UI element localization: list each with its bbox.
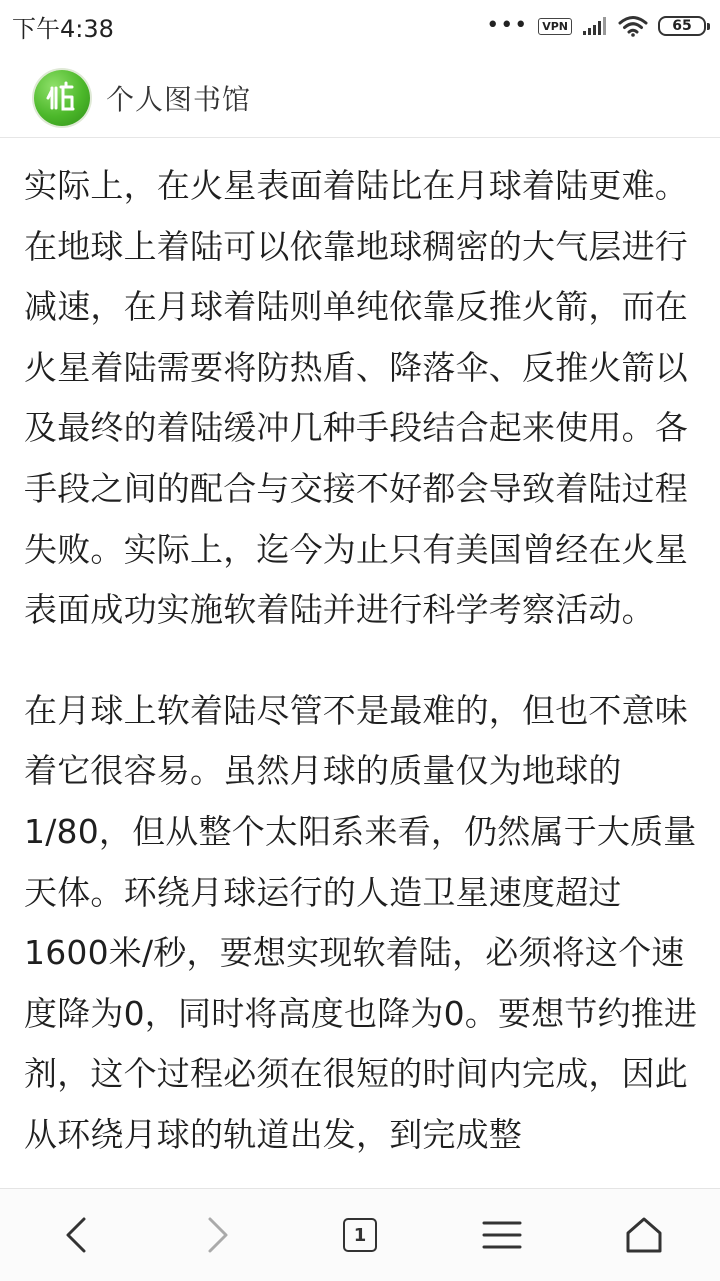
tab-count: 1	[353, 1224, 367, 1246]
home-button[interactable]	[584, 1189, 704, 1281]
library-logo-icon[interactable]	[34, 70, 90, 126]
site-title: 个人图书馆	[106, 82, 252, 116]
article-paragraph: 实际上，在火星表面着陆比在月球着陆更难。在地球上着陆可以依靠地球稠密的大气层进行减速，在月球着陆则单纯依靠反推火箭，而在火星着陆需要将防热盾、降落伞、反推火箭以及最终的着陆缓冲几种手段结合起来使用。各手段之间的配合与交接不好都会导致着陆过程失败。实际上，迄今为止只有美国曾经在火星表面成功实施软着陆并进行科学考察活动。	[24, 166, 688, 630]
menu-icon	[482, 1219, 522, 1251]
back-button[interactable]	[16, 1189, 136, 1281]
vpn-badge: VPN	[538, 18, 572, 35]
bottom-nav-bar	[0, 1188, 720, 1281]
battery-indicator: 65	[658, 16, 706, 36]
forward-button[interactable]	[158, 1189, 278, 1281]
app-header	[0, 58, 720, 138]
status-bar	[0, 0, 720, 52]
wifi-icon	[618, 15, 648, 37]
forward-arrow-icon	[204, 1215, 232, 1255]
signal-icon	[582, 16, 608, 36]
tabs-icon	[343, 1218, 377, 1252]
tabs-button[interactable]	[300, 1189, 420, 1281]
home-icon	[624, 1215, 664, 1255]
menu-button[interactable]	[442, 1189, 562, 1281]
status-icons	[486, 15, 706, 37]
article-content	[24, 138, 700, 1188]
status-time: 下午4:38	[12, 14, 114, 43]
article-paragraph: 在月球上软着陆尽管不是最难的，但也不意味着它很容易。虽然月球的质量仅为地球的1/80，但从整个太阳系来看，仍然属于大质量天体。环绕月球运行的人造卫星速度超过1600米/秒，要想实现软着陆，必须将这个速度降为0，同时将高度也降为0。要想节约推进剂，这个过程必须在很短的时间内完成，因此从环绕月球的轨道出发，到完成整	[24, 690, 698, 1154]
more-notifications-icon: •••	[486, 13, 529, 38]
back-arrow-icon	[62, 1215, 90, 1255]
